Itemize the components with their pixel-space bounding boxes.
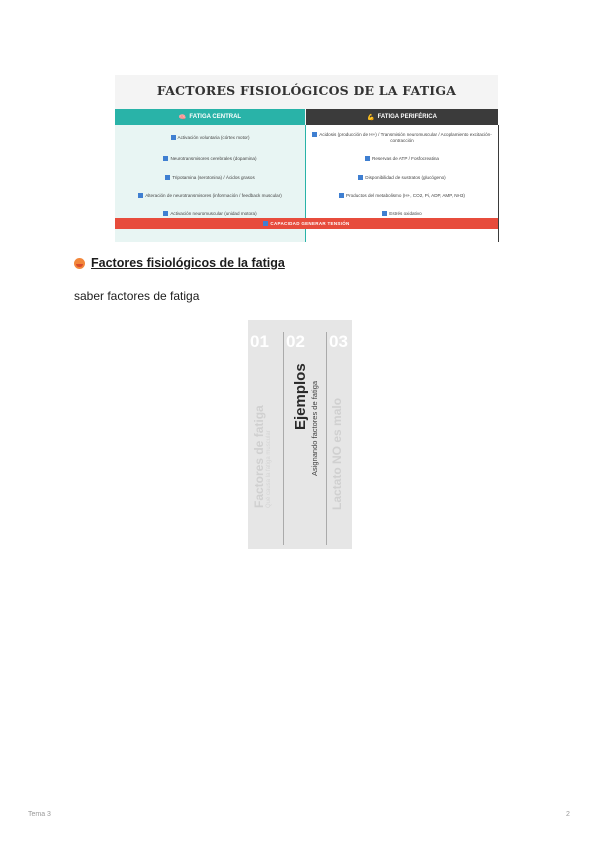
list-item: Reservas de ATP / Fosfocreatina (309, 156, 495, 162)
peripheral-header-label: FATIGA PERIFÉRICA (377, 114, 437, 120)
tab-number: 03 (329, 332, 348, 351)
list-item: Neurotransmisores cerebrales (dopamina) (118, 156, 302, 162)
checkbox-icon (358, 175, 363, 180)
section-heading (74, 256, 285, 270)
accordion-tab-ejemplos[interactable] (284, 320, 327, 549)
footer-section-label: Tema 3 (28, 811, 51, 818)
list-item: Acidosis (producción de H+) / Transmisión neuromuscular / Acoplamiento excitación-contracción (309, 132, 495, 144)
peripheral-fatigue-header (306, 109, 498, 125)
tab-subtitle: Qué causa la fatiga muscular (266, 430, 272, 508)
accordion-tab-lactato[interactable] (327, 320, 352, 549)
tab-title: Factores de fatiga (252, 405, 266, 508)
infographic-title: FACTORES FISIOLÓGICOS DE LA FATIGA (156, 83, 457, 98)
list-item: Estrés oxidativo (309, 211, 495, 217)
list-item: Alteración de neurotransmisores (información / feedback muscular) (118, 193, 302, 199)
tab-title: Ejemplos (292, 363, 309, 430)
exhausted-face-icon (74, 258, 85, 269)
tab-title: Lactato NO es malo (330, 397, 344, 510)
tab-subtitle: Asignando factores de fatiga (310, 380, 319, 476)
central-fatigue-header (115, 109, 305, 125)
section-description: saber factores de fatiga (74, 289, 200, 303)
checkbox-icon (365, 156, 370, 161)
checkbox-icon (165, 175, 170, 180)
tension-capacity-bar (115, 218, 498, 229)
accordion-panel (248, 320, 352, 549)
checkbox-icon (339, 193, 344, 198)
checkbox-icon (171, 135, 176, 140)
tension-capacity-label: CAPACIDAD GENERAR TENSIÓN (270, 221, 350, 226)
checkbox-icon (163, 211, 168, 216)
accordion-tab-factores[interactable] (248, 320, 284, 549)
section-heading-link[interactable]: Factores fisiológicos de la fatiga (91, 256, 285, 270)
checkbox-icon (263, 221, 268, 226)
checkbox-icon (163, 156, 168, 161)
tab-number: 01 (250, 332, 269, 351)
checkbox-icon (138, 193, 143, 198)
list-item: Activación neuromuscular (unidad motora) (118, 211, 302, 217)
checkbox-icon (312, 132, 317, 137)
central-header-label: FATIGA CENTRAL (189, 114, 242, 120)
list-item: Disponibilidad de sustratos (glucógeno) (309, 175, 495, 181)
list-item: Productos del metabolismo (H+, CO2, Pi, ADP, AMP, NH3) (309, 193, 495, 199)
tab-number: 02 (286, 332, 305, 351)
checkbox-icon (382, 211, 387, 216)
list-item: Activación voluntaria (córtex motor) (118, 135, 302, 141)
fatigue-infographic (115, 75, 498, 235)
list-item: Tripotamina (serotonina) / Ácidos grasos (118, 175, 302, 181)
flexed-arm-icon: 💪 (367, 114, 375, 121)
brain-icon: 🧠 (178, 114, 187, 121)
page-number: 2 (566, 811, 570, 818)
